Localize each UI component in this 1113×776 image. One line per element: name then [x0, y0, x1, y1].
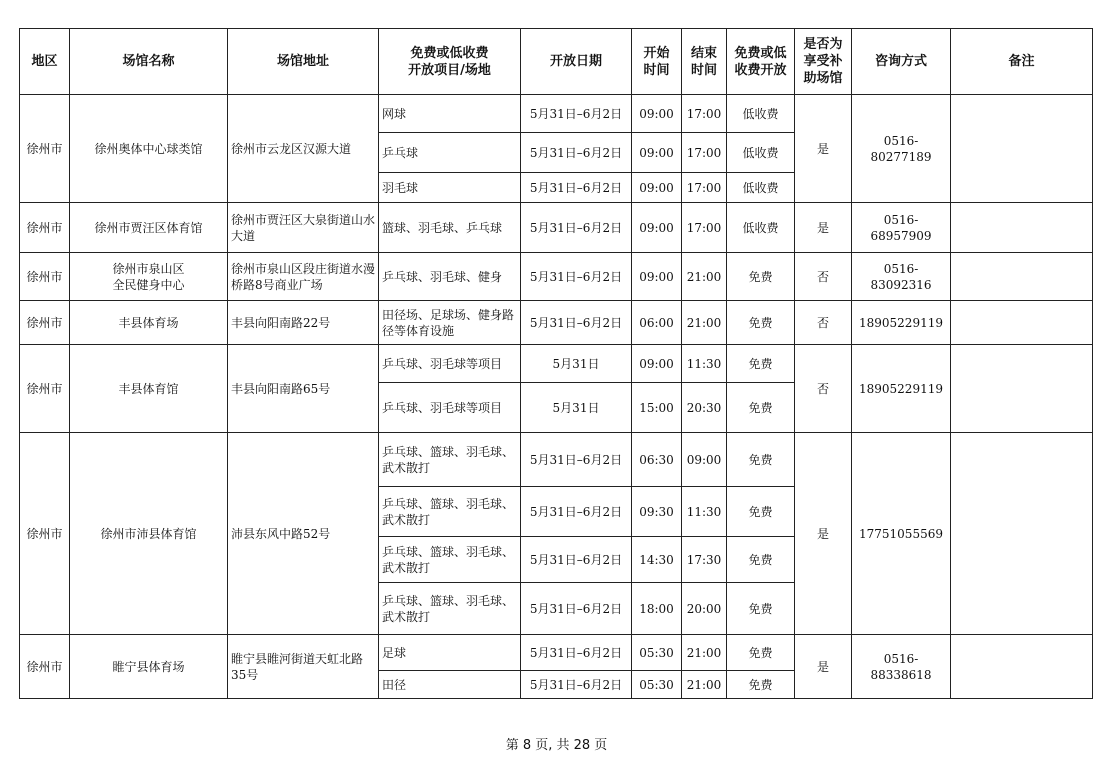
start-time-cell: 15:00 [632, 383, 682, 433]
start-time-cell: 09:00 [632, 173, 682, 203]
region-cell: 徐州市 [20, 253, 70, 301]
item-cell: 乒乓球、羽毛球等项目 [379, 383, 521, 433]
contact-cell: 18905229119 [852, 345, 951, 433]
end-time-cell: 17:30 [682, 537, 727, 583]
end-time-cell: 11:30 [682, 345, 727, 383]
fee-cell: 免费 [727, 383, 795, 433]
fee-cell: 免费 [727, 345, 795, 383]
contact-cell: 0516-68957909 [852, 203, 951, 253]
start-time-cell: 09:00 [632, 345, 682, 383]
table-row [20, 95, 1093, 133]
fee-cell: 免费 [727, 301, 795, 345]
venue-address-cell: 徐州市贾汪区大泉街道山水大道 [228, 203, 379, 253]
date-cell: 5月31日–6月2日 [521, 173, 632, 203]
header-venue-name: 场馆名称 [70, 29, 228, 95]
venue-address-cell: 睢宁县睢河街道天虹北路35号 [228, 635, 379, 699]
item-cell: 乒乓球 [379, 133, 521, 173]
item-cell: 乒乓球、篮球、羽毛球、武术散打 [379, 433, 521, 487]
end-time-cell: 20:30 [682, 383, 727, 433]
date-cell: 5月31日–6月2日 [521, 433, 632, 487]
region-cell: 徐州市 [20, 345, 70, 433]
venue-table [19, 28, 1093, 699]
remark-cell [951, 345, 1093, 433]
region-cell: 徐州市 [20, 203, 70, 253]
item-cell: 乒乓球、篮球、羽毛球、武术散打 [379, 583, 521, 635]
region-cell: 徐州市 [20, 95, 70, 203]
region-cell: 徐州市 [20, 635, 70, 699]
contact-cell: 17751055569 [852, 433, 951, 635]
end-time-cell: 17:00 [682, 173, 727, 203]
end-time-cell: 17:00 [682, 95, 727, 133]
start-time-cell: 09:00 [632, 95, 682, 133]
venue-name-cell: 睢宁县体育场 [70, 635, 228, 699]
region-cell: 徐州市 [20, 433, 70, 635]
subsidy-cell: 是 [795, 635, 852, 699]
header-remark: 备注 [951, 29, 1093, 95]
fee-cell: 免费 [727, 253, 795, 301]
table-row [20, 345, 1093, 383]
date-cell: 5月31日–6月2日 [521, 253, 632, 301]
fee-cell: 低收费 [727, 203, 795, 253]
end-time-cell: 21:00 [682, 301, 727, 345]
subsidy-cell: 否 [795, 301, 852, 345]
date-cell: 5月31日 [521, 383, 632, 433]
remark-cell [951, 253, 1093, 301]
remark-cell [951, 95, 1093, 203]
header-venue-address: 场馆地址 [228, 29, 379, 95]
header-contact: 咨询方式 [852, 29, 951, 95]
fee-cell: 免费 [727, 583, 795, 635]
remark-cell [951, 635, 1093, 699]
fee-cell: 低收费 [727, 95, 795, 133]
table-row [20, 301, 1093, 345]
venue-address-cell: 丰县向阳南路22号 [228, 301, 379, 345]
fee-cell: 低收费 [727, 133, 795, 173]
venue-address-cell: 徐州市云龙区汉源大道 [228, 95, 379, 203]
fee-cell: 免费 [727, 537, 795, 583]
region-cell: 徐州市 [20, 301, 70, 345]
venue-name-cell: 徐州市贾汪区体育馆 [70, 203, 228, 253]
venue-address-cell: 沛县东风中路52号 [228, 433, 379, 635]
end-time-cell: 21:00 [682, 671, 727, 699]
header-open-date: 开放日期 [521, 29, 632, 95]
item-cell: 田径场、足球场、健身路径等体育设施 [379, 301, 521, 345]
subsidy-cell: 是 [795, 433, 852, 635]
start-time-cell: 06:00 [632, 301, 682, 345]
item-cell: 乒乓球、篮球、羽毛球、武术散打 [379, 537, 521, 583]
end-time-cell: 11:30 [682, 487, 727, 537]
date-cell: 5月31日–6月2日 [521, 635, 632, 671]
venue-name-cell: 丰县体育场 [70, 301, 228, 345]
date-cell: 5月31日–6月2日 [521, 301, 632, 345]
header-end-time: 结束 时间 [682, 29, 727, 95]
date-cell: 5月31日–6月2日 [521, 537, 632, 583]
table-row [20, 253, 1093, 301]
subsidy-cell: 否 [795, 345, 852, 433]
end-time-cell: 21:00 [682, 253, 727, 301]
start-time-cell: 14:30 [632, 537, 682, 583]
fee-cell: 免费 [727, 487, 795, 537]
item-cell: 乒乓球、羽毛球、健身 [379, 253, 521, 301]
date-cell: 5月31日–6月2日 [521, 487, 632, 537]
subsidy-cell: 是 [795, 203, 852, 253]
date-cell: 5月31日–6月2日 [521, 203, 632, 253]
contact-cell: 18905229119 [852, 301, 951, 345]
date-cell: 5月31日–6月2日 [521, 95, 632, 133]
fee-cell: 低收费 [727, 173, 795, 203]
end-time-cell: 20:00 [682, 583, 727, 635]
start-time-cell: 09:00 [632, 253, 682, 301]
subsidy-cell: 是 [795, 95, 852, 203]
header-region: 地区 [20, 29, 70, 95]
remark-cell [951, 301, 1093, 345]
contact-cell: 0516-83092316 [852, 253, 951, 301]
venue-name-cell: 徐州奥体中心球类馆 [70, 95, 228, 203]
contact-cell: 0516-88338618 [852, 635, 951, 699]
contact-cell: 0516-80277189 [852, 95, 951, 203]
table-row [20, 635, 1093, 671]
date-cell: 5月31日–6月2日 [521, 133, 632, 173]
item-cell: 乒乓球、篮球、羽毛球、武术散打 [379, 487, 521, 537]
date-cell: 5月31日 [521, 345, 632, 383]
header-items: 免费或低收费 开放项目/场地 [379, 29, 521, 95]
end-time-cell: 21:00 [682, 635, 727, 671]
item-cell: 乒乓球、羽毛球等项目 [379, 345, 521, 383]
fee-cell: 免费 [727, 671, 795, 699]
start-time-cell: 05:30 [632, 635, 682, 671]
start-time-cell: 18:00 [632, 583, 682, 635]
end-time-cell: 17:00 [682, 133, 727, 173]
header-subsidy: 是否为 享受补 助场馆 [795, 29, 852, 95]
header-start-time: 开始 时间 [632, 29, 682, 95]
page-number: 第 8 页, 共 28 页 [505, 738, 608, 753]
venue-address-cell: 丰县向阳南路65号 [228, 345, 379, 433]
item-cell: 网球 [379, 95, 521, 133]
start-time-cell: 09:00 [632, 133, 682, 173]
end-time-cell: 09:00 [682, 433, 727, 487]
remark-cell [951, 433, 1093, 635]
venue-name-cell: 徐州市沛县体育馆 [70, 433, 228, 635]
item-cell: 足球 [379, 635, 521, 671]
table-row [20, 203, 1093, 253]
venue-name-cell: 徐州市泉山区 全民健身中心 [70, 253, 228, 301]
start-time-cell: 09:00 [632, 203, 682, 253]
venue-address-cell: 徐州市泉山区段庄街道水漫桥路8号商业广场 [228, 253, 379, 301]
end-time-cell: 17:00 [682, 203, 727, 253]
date-cell: 5月31日–6月2日 [521, 583, 632, 635]
item-cell: 田径 [379, 671, 521, 699]
item-cell: 羽毛球 [379, 173, 521, 203]
start-time-cell: 06:30 [632, 433, 682, 487]
venue-name-cell: 丰县体育馆 [70, 345, 228, 433]
fee-cell: 免费 [727, 433, 795, 487]
header-fee-type: 免费或低 收费开放 [727, 29, 795, 95]
start-time-cell: 05:30 [632, 671, 682, 699]
table-header-row [20, 29, 1093, 95]
date-cell: 5月31日–6月2日 [521, 671, 632, 699]
remark-cell [951, 203, 1093, 253]
start-time-cell: 09:30 [632, 487, 682, 537]
item-cell: 篮球、羽毛球、乒乓球 [379, 203, 521, 253]
table-row [20, 433, 1093, 487]
fee-cell: 免费 [727, 635, 795, 671]
subsidy-cell: 否 [795, 253, 852, 301]
